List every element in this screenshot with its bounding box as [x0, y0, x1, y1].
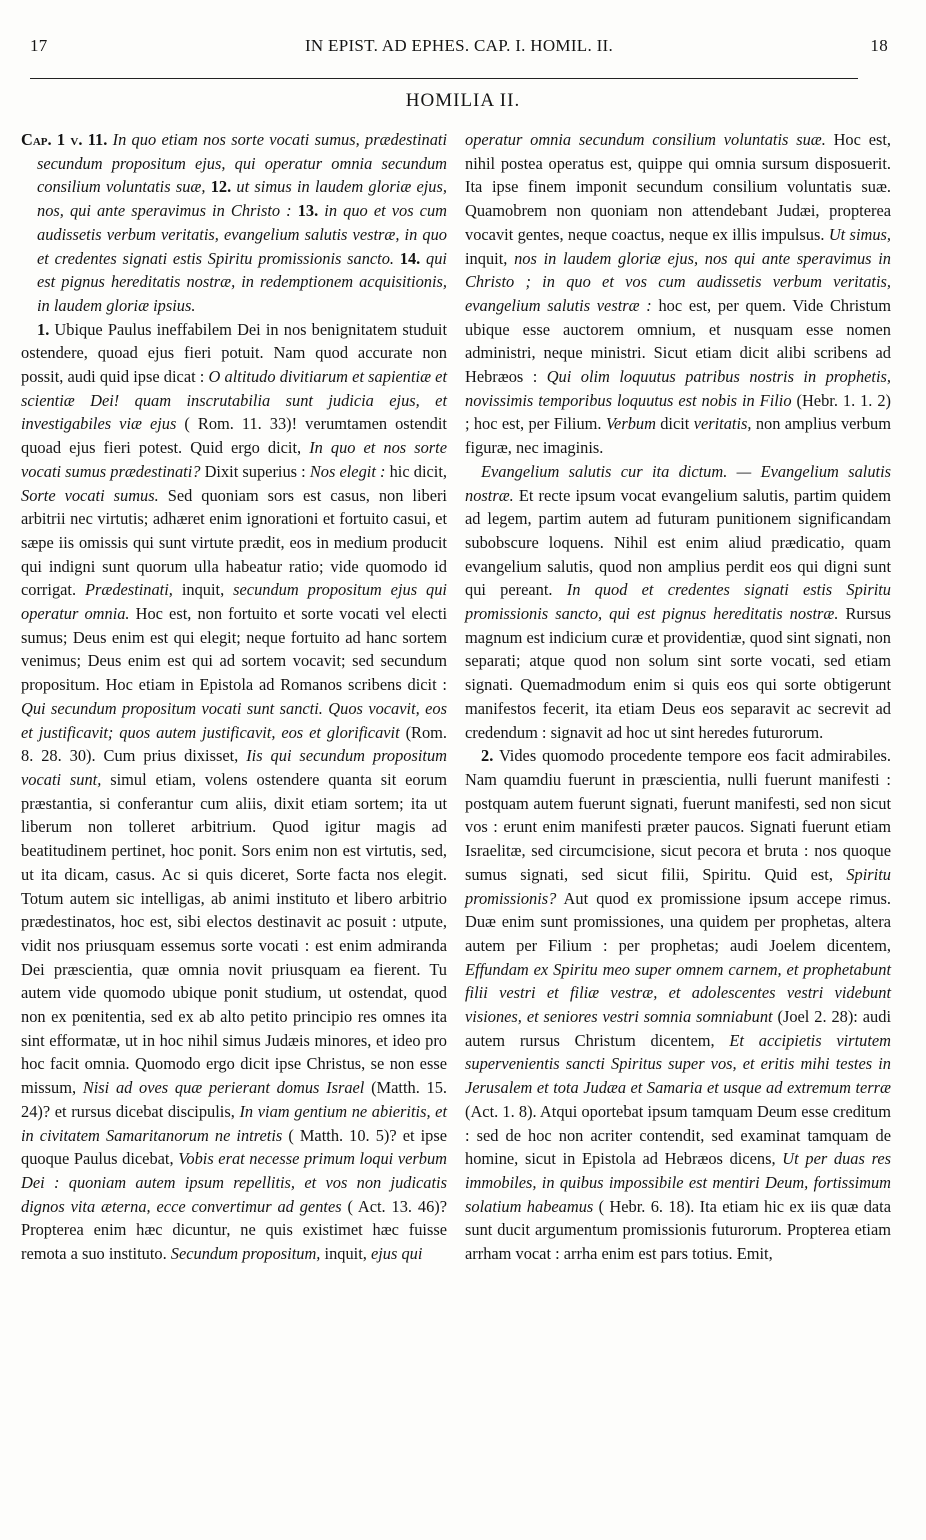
text-run: Rursus magnum est indicium curæ et providentiæ, quod sint signati, non separati; atque quod non solum sint sorte vocati, sed etiam signati. Quemadmodum enim si quis eos qui sorte obtigerunt manifestos fecerit, ita etiam Deus eos separavit ac secrevit ad credendum : signavit ad hoc ut sint heredes futurorum. — [465, 604, 891, 742]
running-head — [30, 36, 888, 62]
scripture-passage — [21, 128, 447, 318]
text-run: ut simus in laudem gloriæ ejus, nos, qui ante speravimus in Christo : — [37, 177, 447, 221]
text-run: ( Rom. 11. 33)! verumtamen ostendit quoad ejus fieri potest. Quid ergo dicit, — [21, 414, 447, 458]
text-run: Qui olim loquutus patribus nostris in prophetis, novissimis temporibus loquutus est nobis in Filio — [465, 367, 891, 410]
text-run: ( Act. 13. 46)? Propterea enim hæc dicuntur, ne quis existimet hæc fuisse remota a suo instituto. — [21, 1196, 448, 1264]
text-run: secundum propositum ejus qui operatur omnia. — [21, 580, 447, 624]
text-run: Secundum propositum, — [170, 1244, 321, 1264]
text-run: (Act. 1. 8). Atqui oportebat ipsum tamquam Deum esse creditum : sed de hoc non acriter contendit, sed examinat tamquam de homine, sicut in Epistola ad Hebræos dicens, — [465, 1101, 891, 1169]
text-run: operatur omnia secundum consilium voluntatis suæ. — [465, 130, 826, 149]
commentary-continuation — [465, 128, 891, 460]
text-run: Iis qui secundum propositum vocati sunt, — [21, 746, 447, 789]
text-run: in quo et vos cum audissetis verbum veritatis, evangelium salutis vestræ, in quo et credentes signati estis Spiritu promissionis sancto. — [37, 201, 447, 268]
homily-title: HOMILIA II. — [405, 90, 521, 111]
text-run: In viam gentium ne abieritis, et in civitatem Samaritanorum ne intretis — [21, 1101, 448, 1145]
text-run: Vides quomodo procedente tempore eos facit admirabiles. Nam quamdiu fuerunt in præscientia, nulli fuerunt manifesti : postquam autem fuerunt signati, fuerunt manifesti, sed non sicut vos : erunt enim manifesti præter paucos. Signati fuerunt etiam Israelitæ, sed circumcisione, sicut pecora et bruta : nos quoque sumus signati, sed sicut filii, Spiritu. Quid est, — [465, 746, 891, 884]
text-run: Nos elegit : — [309, 461, 386, 481]
text-run: Sorte vocati sumus. — [21, 485, 159, 505]
text-run: Et accipietis virtutem supervenientis sancti Spiritus super vos, et eritis mihi testes in Jerusalem et tota Judæa et Samaria et usque ad extremum terræ — [465, 1030, 891, 1098]
text-run: In quo etiam nos sorte vocati sumus, prædestinati secundum propositum ejus, qui operatur omnia secundum consilium voluntatis suæ, — [37, 130, 447, 197]
text-run: qui est pignus hereditatis nostræ, in redemptionem acquisitionis, in laudem gloriæ ipsius. — [37, 248, 447, 315]
text-run: (Joel 2. 28): audi autem rursus Christum dicentem, — [465, 1007, 891, 1050]
text-run: (Hebr. 1. 1. 2) ; hoc est, per Filium. — [465, 390, 892, 434]
text-run: Effundam ex Spiritu meo super omnem carnem, et prophetabunt filii vestri et filiæ vestræ, et adolescentes vestri videbunt visiones, et seniores vestri somnia somniabunt — [465, 959, 891, 1027]
text-run: inquit, — [172, 580, 234, 600]
text-run: ( Matth. 10. 5)? et ipse quoque Paulus dicebat, — [21, 1125, 447, 1169]
text-run: hoc est, per quem. Vide Christum ubique esse auctorem omnium, et nusquam esse nomen administri, neque ministri. Sicut etiam dicit alibi scribens ad Hebræos : — [465, 295, 892, 387]
text-run: ejus qui — [370, 1244, 423, 1264]
text-run: ( Hebr. 6. 18). Ita etiam hic ex iis quæ data sunt ducit argumentum promissionis futurorum. Propterea etiam arrham vocat : arrha enim est pars totius. Emit, — [465, 1196, 892, 1264]
text-run: (Rom. 8. 28. 30). Cum prius dixisset, — [21, 722, 448, 766]
commentary-paragraph-2 — [465, 744, 891, 1265]
text-run: Vobis erat necesse primum loqui verbum Dei : quoniam autem ipsum repellitis, et vos non judicatis dignos vita æterna, ecce convertimur ad gentes — [21, 1149, 447, 1216]
text-run: 12. — [210, 177, 232, 197]
text-run: In quo et nos sorte vocati sumus prædestinati? — [21, 438, 447, 481]
text-run: Dixit superius : — [200, 461, 310, 481]
text-run: Sed quoniam sors est casus, non liberi arbitrii nec virtutis; adhæret enim ignorationi et fortuito casui, et sæpe iis omissis qui sunt virtute prædit, eos in medium producit qui indigni sunt quorum ulla habeatur ratio; vide quomodo id corrigat. — [21, 485, 447, 600]
text-run: veritatis, — [693, 414, 752, 434]
commentary-paragraph-1 — [21, 318, 447, 1266]
text-run: Prædestinati, — [85, 580, 173, 600]
text-run: Verbum — [605, 414, 656, 434]
text-run: Ut simus, — [828, 224, 892, 244]
text-run: O altitudo divitiarum et sapientiæ et scientiæ Dei! quam inscrutabilia sunt judicia ejus, et investigabiles viæ ejus — [21, 367, 448, 434]
text-run: Spiritu promissionis? — [465, 864, 891, 908]
text-run: inquit, — [465, 248, 515, 268]
running-title: IN EPIST. AD EPHES. CAP. I. HOMIL. II. — [304, 36, 614, 55]
text-run: simul etiam, volens ostendere quanta sit eorum præstantia, si conferantur cum aliis, dixit etiam sortem; ita ut liberum non tolleret arbitrium. Quod igitur magis ad beatitudinem pertinet, hoc ponit. Sors enim non est virtutis, sed, ut ita dicam, casus. Ac si quis diceret, Sorte facta nos elegit. Totum autem sic intelligas, ab animi instituto et libero arbitrio prædestinatos, hoc est, sibi electos destinavit ac posuit : utpute, vidit nos priusquam essemus sorte vocati : est enim admiranda Dei præscientia, quæ omnia novit priusquam ea fierent. Tu autem vide quomodo ubique ponit studium, ut ostendat, quod non ex pœnitentia, sed ex ab alto petito principio res omnes ita sint efformatæ, ut in hoc nihil simus Judæis minores, et ideo pro hoc facit omnia. Quomodo ergo dicit ipse Christus, se non esse missum, — [21, 769, 447, 1098]
text-run: 2. — [481, 746, 494, 766]
text-run: (Matth. 15. 24)? et rursus dicebat discipulis, — [21, 1078, 447, 1121]
text-run: Ubique Paulus ineffabilem Dei in nos benignitatem studuit ostendere, quoad ejus fieri potuit. Nam quod accurate non possit, audi quid ipse dicat : — [21, 319, 447, 387]
text-run: hic dicit, — [385, 461, 447, 481]
right-column — [465, 128, 891, 1266]
left-column — [21, 128, 447, 1266]
text-run: In quod et credentes signati estis Spiritu promissionis sancto, qui est pignus hereditatis nostræ. — [465, 580, 892, 624]
text-run: 1. — [37, 319, 50, 339]
page-number-right: 18 — [870, 36, 888, 55]
header-rule — [30, 78, 858, 79]
text-run: Hoc est, non fortuito et sorte vocati vel electi sumus; Deus enim est qui elegit; neque fortuito ad hanc sortem venimus; Deus enim est qui ad sortem vocavit; sed secundum propositum. Hoc etiam in Epistola ad Romanos scribens dicit : — [21, 604, 447, 695]
text-run: inquit, — [320, 1244, 371, 1264]
text-run: Qui secundum propositum vocati sunt sancti. Quos vocavit, eos et justificavit; quos autem justificavit, eos et glorificavit — [21, 698, 447, 742]
text-run: nos in laudem gloriæ ejus, nos qui ante speravimus in Christo ; in quo et vos cum audissetis verbum veritatis, evangelium salutis vestræ : — [465, 248, 891, 315]
page-number-left: 17 — [30, 36, 48, 55]
text-run: 13. — [297, 201, 319, 221]
text-run: Et recte ipsum vocat evangelium salutis, partim quidem ad legem, partim autem ad futuram punitionem significandam subobscure loquens. Nihil est enim aliud prædicatio, quam evangelium salutis, quod non amplius perdit eos qui digni sunt qui pereant. — [465, 485, 891, 600]
text-run: Hoc est, nihil postea operatus est, quippe qui omnia sursum disposuerit. Ita ipse finem imponit secundum consilium voluntatis suæ. Quamobrem non quoniam non attendebant Judæi, propterea vocavit gentes, neque coactus, neque ex illis impulsus. — [465, 130, 891, 244]
text-run: Ut per duas res immobiles, in quibus impossibile est mentiri Deum, fortissimum solatium habeamus — [465, 1149, 891, 1216]
text-run: Evangelium salutis cur ita dictum. — Evangelium salutis nostræ. — [465, 461, 891, 505]
text-run: Aut quod ex promissione ipsum accepe rimus. Duæ enim sunt promissiones, una quidem per prophetas, altera autem per Filium : per prophetas; audi Joelem dicentem, — [465, 888, 891, 955]
text-run: Cap. 1 v. 11. — [21, 130, 108, 149]
text-run: non amplius verbum figuræ, nec imaginis. — [465, 414, 892, 458]
text-run: 14. — [399, 248, 421, 268]
text-run: Nisi ad oves quæ perierant domus Israel — [82, 1078, 365, 1098]
text-run: dicit — [655, 414, 694, 434]
evangelium-paragraph — [465, 460, 891, 744]
